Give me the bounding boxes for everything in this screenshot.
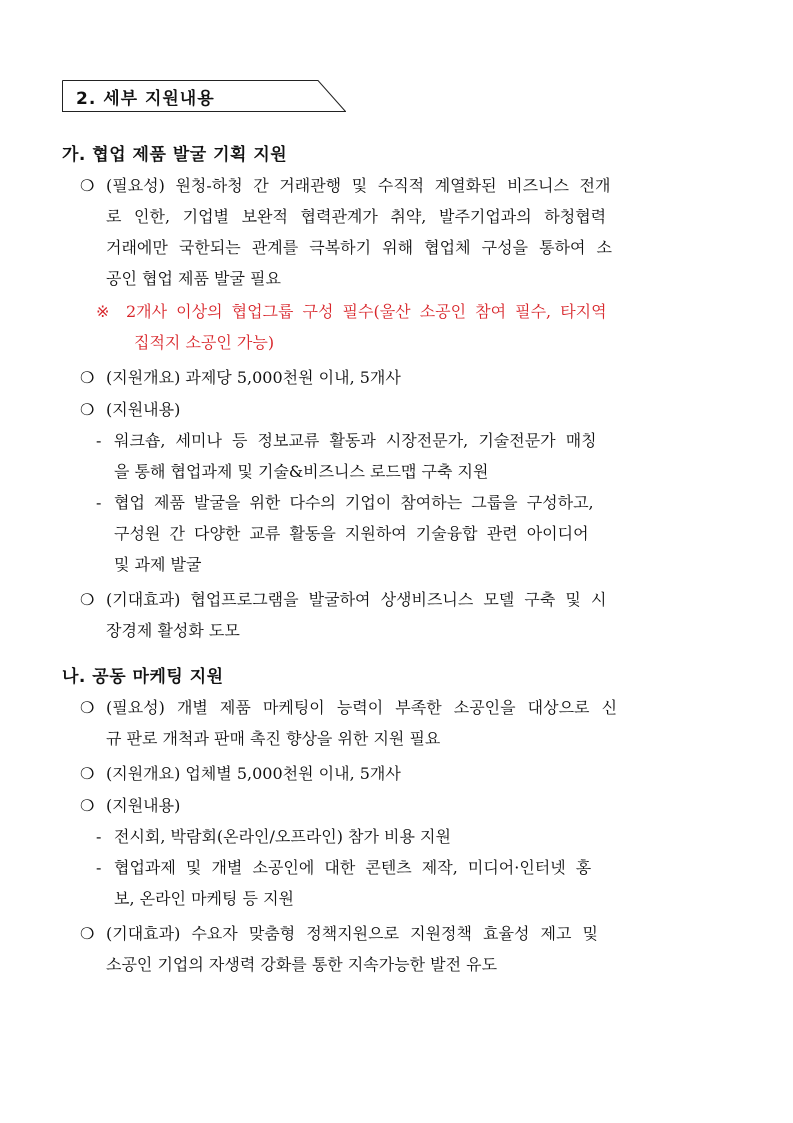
section-title: 2. 세부 지원내용 [76, 89, 215, 109]
part-a-effect: ❍ (기대효과) 협업프로그램을 발굴하여 상생비즈니스 모델 구축 및 시 장경제 활성화 도모 [80, 584, 710, 646]
dash-bullet: - [96, 827, 102, 846]
part-a-item-2: - 협업 제품 발굴을 위한 다수의 기업이 참여하는 그룹을 구성하고, 구성원 간 다양한 교류 활동을 지원하여 기술융합 관련 아이디어 및 과제 발굴 [96, 487, 710, 580]
circle-bullet-icon: ❍ [80, 698, 95, 717]
part-a-content-label: ❍ (지원내용) [80, 394, 710, 425]
part-a-overview: ❍ (지원개요) 과제당 5,000천원 이내, 5개사 [80, 362, 710, 393]
circle-bullet-icon: ❍ [80, 796, 95, 815]
part-b-item-2: - 협업과제 및 개별 소공인에 대한 콘텐츠 제작, 미디어·인터넷 홍 보, 온라인 마케팅 등 지원 [96, 852, 710, 914]
dash-bullet: - [96, 493, 102, 512]
section-header [62, 80, 346, 112]
circle-bullet-icon: ❍ [80, 368, 95, 387]
part-b-heading: 나. 공동 마케팅 지원 [62, 667, 224, 687]
part-a-need [80, 170, 710, 294]
circle-bullet-icon: ❍ [80, 590, 95, 609]
part-a-heading: 가. 협업 제품 발굴 기획 지원 [62, 145, 288, 165]
part-a-item-1: - 워크숍, 세미나 등 정보교류 활동과 시장전문가, 기술전문가 매칭 을 통해 협업과제 및 기술&비즈니스 로드맵 구축 지원 [96, 425, 710, 487]
reference-mark-icon: ※ [96, 302, 110, 321]
part-b-overview: ❍ (지원개요) 업체별 5,000천원 이내, 5개사 [80, 758, 710, 789]
part-a-need-text: (필요성) 원청-하청 간 거래관행 및 수직적 계열화된 비즈니스 전개 로 인한, 기업별 보완적 협력관계가 취약, 발주기업과의 하청협력 거래에만 국한되는 관계를 극복하기 위해 협업체 구성을 통하여 소 공인 협업 제품 발굴 필요 [106, 176, 613, 288]
part-b-need: ❍ (필요성) 개별 제품 마케팅이 능력이 부족한 소공인을 대상으로 신 규 판로 개척과 판매 촉진 향상을 위한 지원 필요 [80, 692, 710, 754]
part-b-item-1: - 전시회, 박람회(온라인/오프라인) 참가 비용 지원 [96, 821, 710, 852]
part-a-note-text: 2개사 이상의 협업그룹 구성 필수(울산 소공인 참여 필수, 타지역 집적지 소공인 가능) [126, 302, 607, 352]
circle-bullet-icon: ❍ [80, 764, 95, 783]
dash-bullet: - [96, 858, 102, 877]
circle-bullet-icon: ❍ [80, 400, 95, 419]
dash-bullet: - [96, 431, 102, 450]
circle-bullet-icon: ❍ [80, 924, 95, 943]
circle-bullet-icon: ❍ [80, 176, 95, 195]
part-a-note [96, 296, 710, 358]
part-b-effect: ❍ (기대효과) 수요자 맞춤형 정책지원으로 지원정책 효율성 제고 및 소공인 기업의 자생력 강화를 통한 지속가능한 발전 유도 [80, 918, 710, 980]
part-b-content-label: ❍ (지원내용) [80, 790, 710, 821]
